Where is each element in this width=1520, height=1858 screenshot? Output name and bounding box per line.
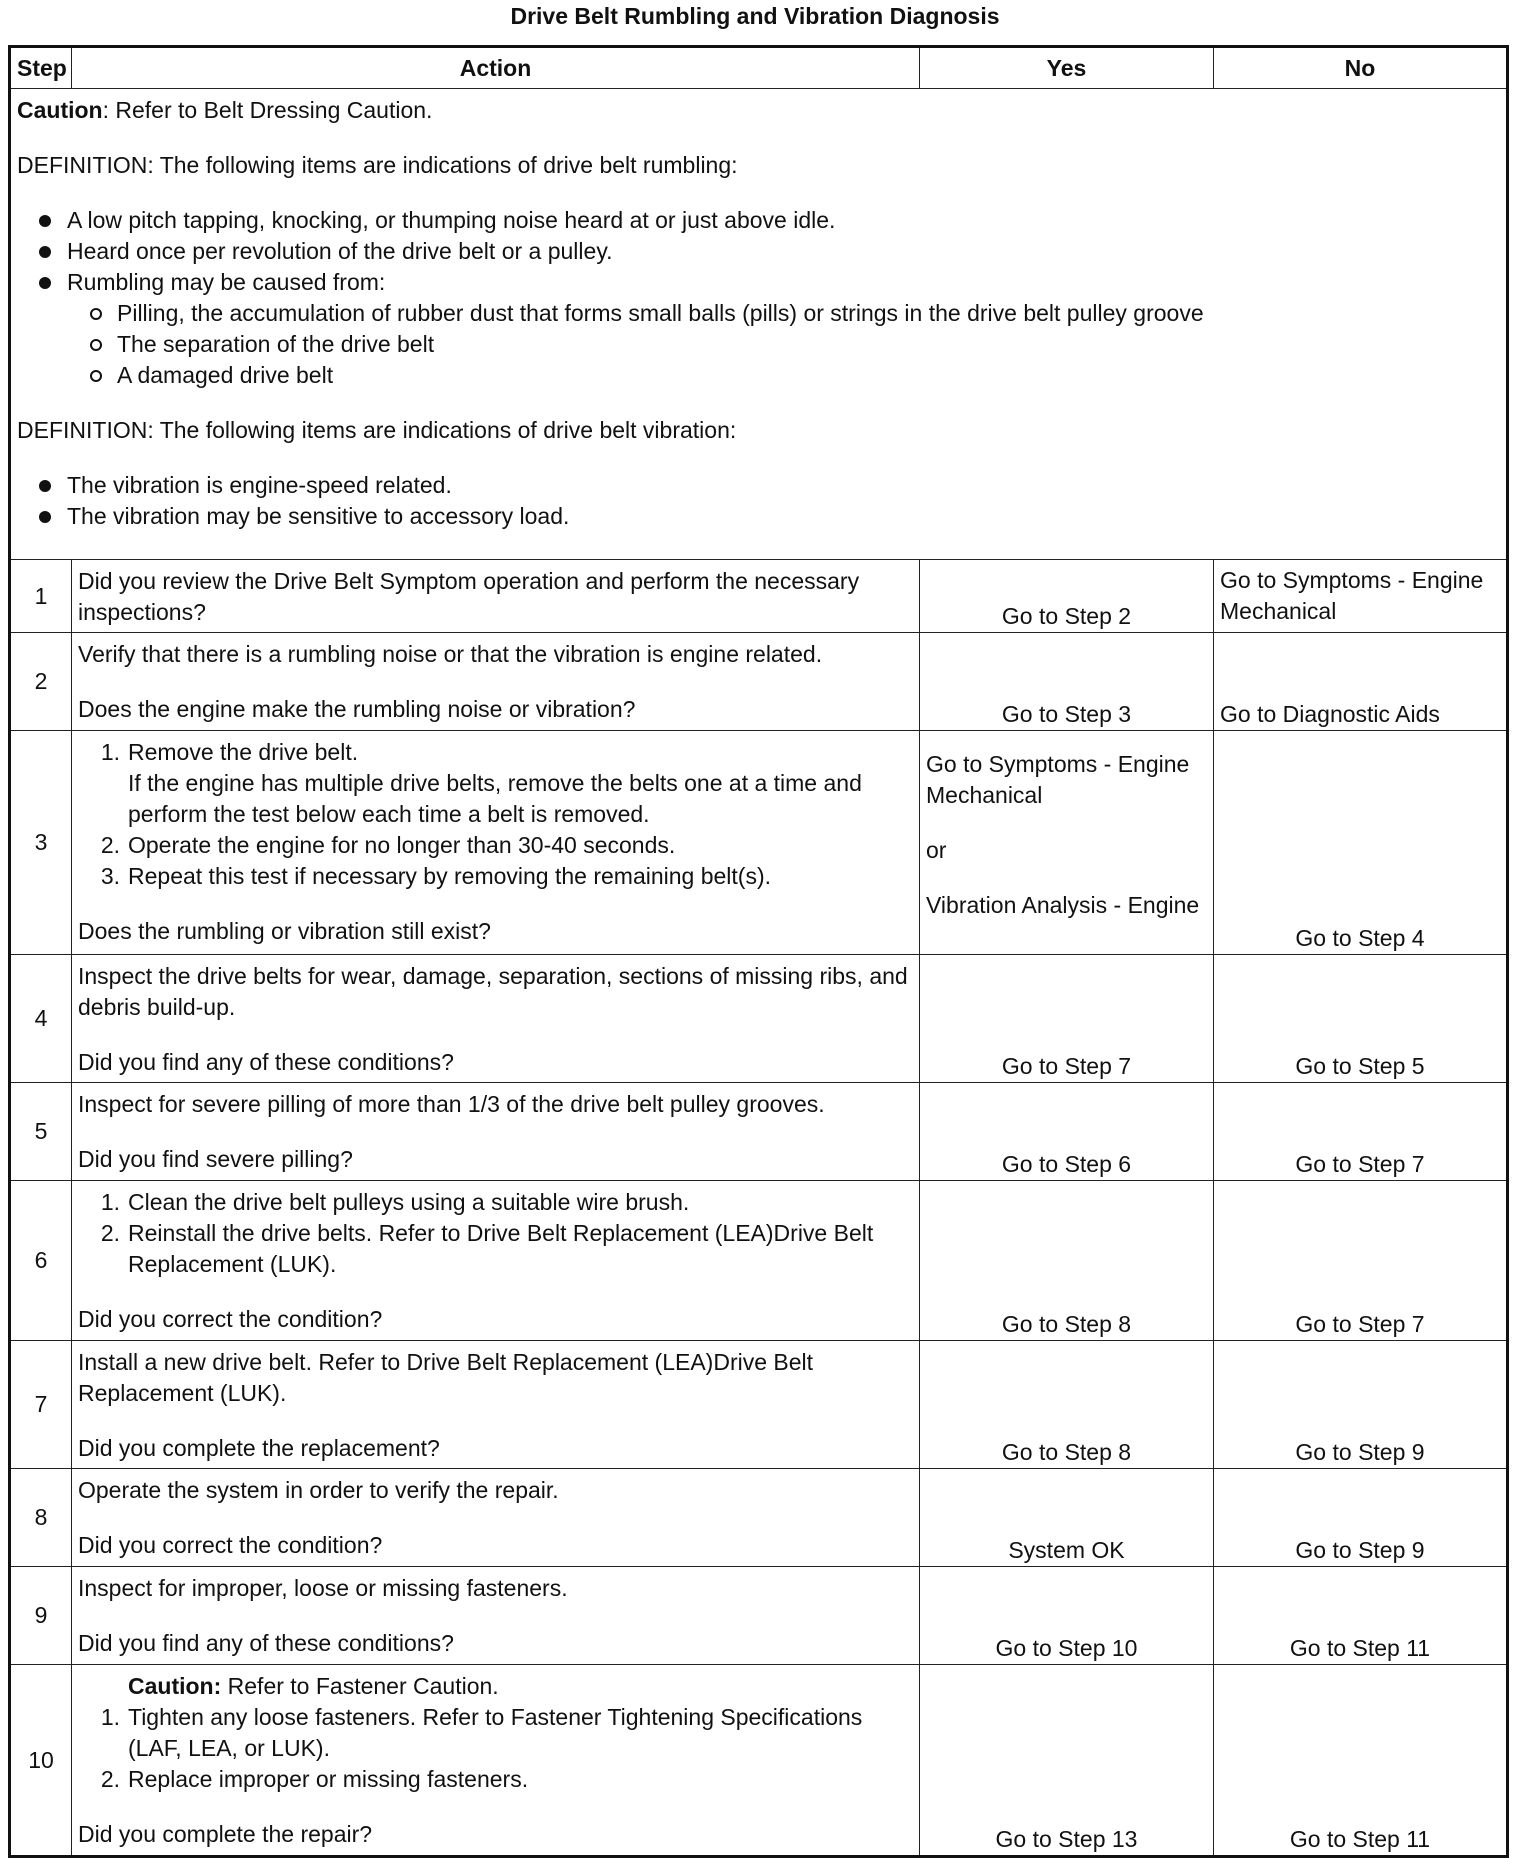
list-item: A damaged drive belt [17,360,1500,391]
list-item-text: Operate the engine for no longer than 30-40 seconds. [128,832,676,858]
header-yes: Yes [920,47,1214,89]
list-item-subtext: If the engine has multiple drive belts, remove the belts one at a time and perform the test below each time a belt is removed. [128,770,862,827]
list-item: A low pitch tapping, knocking, or thumping noise heard at or just above idle. [17,205,1500,236]
action-cell [72,1083,920,1181]
action-question: Did you correct the condition? [78,1532,383,1558]
yes-cell: Go to Step 7 [920,955,1214,1083]
caution-note [17,95,1500,126]
action-question: Did you find any of these conditions? [78,1630,454,1656]
list-item-text: Remove the drive belt. [128,739,359,765]
step-number: 10 [10,1665,72,1857]
list-item: 2. Replace improper or missing fasteners. [100,1766,529,1792]
yes-cell: Go to Step 13 [920,1665,1214,1857]
no-cell: Go to Step 9 [1214,1469,1508,1567]
no-cell: Go to Step 11 [1214,1665,1508,1857]
list-item-text: Reinstall the drive belts. Refer to Drive Belt Replacement (LEA)Drive Belt Replacement (LUK). [128,1220,874,1277]
list-item-text: Rumbling may be caused from: [67,269,386,295]
list-item-text: Replace improper or missing fasteners. [128,1766,529,1792]
no-cell: Go to Step 4 [1214,731,1508,955]
no-cell: Go to Step 7 [1214,1083,1508,1181]
action-cell [72,731,920,955]
yes-cell: Go to Step 10 [920,1567,1214,1665]
table-row [10,560,1508,633]
list-item: The vibration may be sensitive to accessory load. [17,501,1500,532]
table-row [10,633,1508,731]
intro-row [10,89,1508,560]
action-cell [72,1181,920,1341]
no-cell: Go to Step 5 [1214,955,1508,1083]
table-row [10,731,1508,955]
table-row [10,1469,1508,1567]
action-text: Inspect for improper, loose or missing fasteners. [78,1575,568,1601]
list-item-text: Repeat this test if necessary by removing the remaining belt(s). [128,863,772,889]
action-text: Inspect the drive belts for wear, damage, separation, sections of missing ribs, and debris build-up. [78,963,908,1020]
action-question: Does the engine make the rumbling noise or vibration? [78,696,636,722]
action-text: Install a new drive belt. Refer to Drive Belt Replacement (LEA)Drive Belt Replacement (LUK). [78,1349,814,1406]
action-question: Did you review the Drive Belt Symptom operation and perform the necessary inspections? [78,568,860,625]
list-item: 2. Reinstall the drive belts. Refer to Drive Belt Replacement (LEA)Drive Belt Replacement (LUK). [100,1220,874,1277]
header-row [10,47,1508,89]
yes-cell: Go to Step 8 [920,1181,1214,1341]
action-text: Operate the system in order to verify the repair. [78,1477,559,1503]
action-text: Inspect for severe pilling of more than 1/3 of the drive belt pulley grooves. [78,1091,825,1117]
yes-option-a: Go to Symptoms - Engine Mechanical [926,751,1190,808]
vibration-list [17,470,1500,532]
step-number: 3 [10,731,72,955]
list-item-text: Tighten any loose fasteners. Refer to Fastener Tightening Specifications (LAF, LEA, or LUK). [128,1704,863,1761]
caution-text: : Refer to Belt Dressing Caution. [102,97,433,123]
list-item [17,267,1500,298]
definition-vibration: DEFINITION: The following items are indications of drive belt vibration: [17,417,737,443]
yes-cell: System OK [920,1469,1214,1567]
table-row [10,1083,1508,1181]
action-text: Verify that there is a rumbling noise or that the vibration is engine related. [78,641,823,667]
no-cell: Go to Step 7 [1214,1181,1508,1341]
caution-label: Caution: [128,1673,222,1699]
action-cell [72,1665,920,1857]
table-row [10,1181,1508,1341]
list-item: 2. Operate the engine for no longer than 30-40 seconds. [100,832,676,858]
action-question: Did you complete the replacement? [78,1435,440,1461]
list-item: The separation of the drive belt [17,329,1500,360]
rumbling-list [17,205,1500,298]
diagnosis-table [8,45,1509,1858]
list-item: The vibration is engine-speed related. [17,470,1500,501]
table-row [10,955,1508,1083]
action-question: Did you find any of these conditions? [78,1049,454,1075]
no-cell: Go to Step 9 [1214,1341,1508,1469]
action-question: Did you correct the condition? [78,1306,383,1332]
action-cell [72,955,920,1083]
action-cell [72,1469,920,1567]
step-number: 9 [10,1567,72,1665]
header-step: Step [10,47,72,89]
step-number: 4 [10,955,72,1083]
step-number: 5 [10,1083,72,1181]
yes-cell: Go to Step 8 [920,1341,1214,1469]
action-steps-list [78,1702,913,1795]
step-number: 8 [10,1469,72,1567]
list-item: 1. Tighten any loose fasteners. Refer to Fastener Tightening Specifications (LAF, LEA, or LUK). [100,1704,863,1761]
no-cell: Go to Diagnostic Aids [1214,633,1508,731]
yes-cell: Go to Step 6 [920,1083,1214,1181]
caution-label: Caution [17,97,103,123]
step-number: 7 [10,1341,72,1469]
action-cell [72,1341,920,1469]
action-cell [72,560,920,633]
yes-or: or [926,837,947,863]
yes-option-b: Vibration Analysis - Engine [926,892,1200,918]
rumbling-causes-list [17,298,1500,391]
caution-text: Refer to Fastener Caution. [221,1673,499,1699]
yes-cell: Go to Step 3 [920,633,1214,731]
table-row [10,1665,1508,1857]
caution-note [78,1671,913,1702]
yes-cell [920,731,1214,955]
action-question: Did you find severe pilling? [78,1146,353,1172]
action-steps-list [78,737,913,892]
yes-cell: Go to Step 2 [920,560,1214,633]
no-cell: Go to Symptoms - Engine Mechanical [1214,560,1508,633]
page-title: Drive Belt Rumbling and Vibration Diagnosis [510,3,1000,29]
step-number: 6 [10,1181,72,1341]
table-row [10,1567,1508,1665]
list-item: 3. Repeat this test if necessary by removing the remaining belt(s). [100,863,772,889]
step-number: 2 [10,633,72,731]
no-cell: Go to Step 11 [1214,1567,1508,1665]
action-question: Does the rumbling or vibration still exist? [78,918,491,944]
definition-rumbling: DEFINITION: The following items are indications of drive belt rumbling: [17,152,738,178]
intro-cell [10,89,1508,560]
action-steps-list [78,1187,913,1280]
action-cell [72,1567,920,1665]
header-action: Action [72,47,920,89]
list-item: 1. Clean the drive belt pulleys using a suitable wire brush. [100,1189,690,1215]
table-row [10,1341,1508,1469]
action-cell [72,633,920,731]
step-number: 1 [10,560,72,633]
action-question: Did you complete the repair? [78,1821,373,1847]
list-item-text: Clean the drive belt pulleys using a suitable wire brush. [128,1189,690,1215]
list-item: Heard once per revolution of the drive belt or a pulley. [17,236,1500,267]
list-item: 1. Remove the drive belt. If the engine has multiple drive belts, remove the belts one at a time and perform the test below each time a belt is removed. [100,739,862,827]
header-no: No [1214,47,1508,89]
list-item: Pilling, the accumulation of rubber dust that forms small balls (pills) or strings in the drive belt pulley groove [17,298,1500,329]
